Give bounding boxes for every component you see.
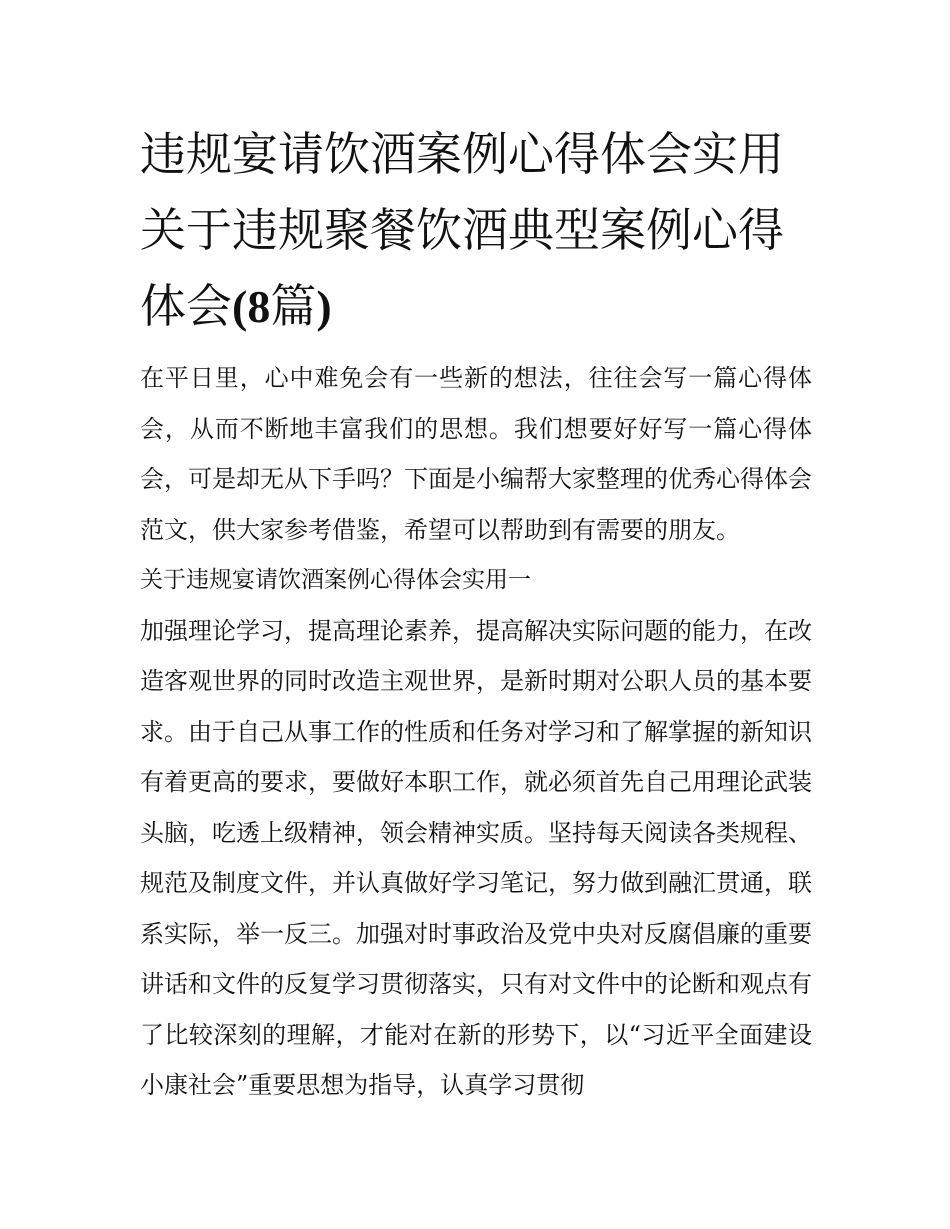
document-content — [140, 116, 812, 1111]
document-title-close: ) — [316, 281, 332, 332]
section-body-paragraph: 加强理论学习，提高理论素养，提高解决实际问题的能力，在改造客观世界的同时改造主观世界，是新时期对公职人员的基本要求。由于自己从事工作的性质和任务对学习和了解掌握的新知识有着更高的要求，要做好本职工作，就必须首先自己用理论武装头脑，吃透上级精神，领会精神实质。坚持每天阅读各类规程、规范及制度文件，并认真做好学习笔记，努力做到融汇贯通，联系实际，举一反三。加强对时事政治及党中央对反腐倡廉的重要讲话和文件的反复学习贯彻落实，只有对文件中的论断和观点有了比较深刻的理解，才能对在新的形势下，以“习近平全面建设小康社会”重要思想为指导，认真学习贯彻 — [140, 616, 812, 1099]
document-title-text: 违规宴请饮酒案例心得体会实用 关于违规聚餐饮酒典型案例心得体会 — [140, 127, 784, 333]
document-title — [140, 116, 812, 345]
section-heading: 关于违规宴请饮酒案例心得体会实用一 — [140, 567, 531, 593]
document-title-count: (8 — [232, 281, 271, 332]
intro-paragraph: 在平日里，心中难免会有一些新的想法，往往会写一篇心得体会，从而不断地丰富我们的思想。我们想要好好写一篇心得体会，可是却无从下手吗？下面是小编帮大家整理的优秀心得体会范文，供大家参考借鉴，希望可以帮助到有需要的朋友。 — [140, 364, 812, 544]
document-title-unit: 篇 — [270, 279, 317, 333]
